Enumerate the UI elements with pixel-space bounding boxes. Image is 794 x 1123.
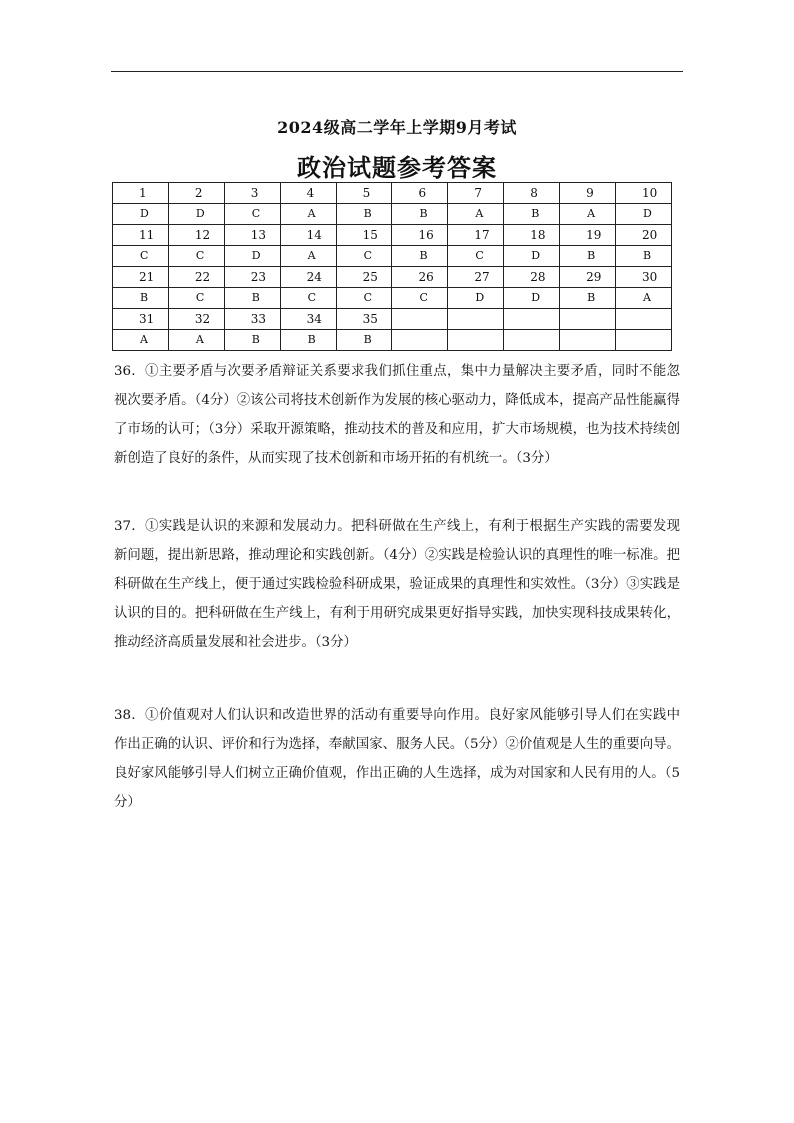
empty-cell — [616, 330, 672, 351]
question-number: 12 — [168, 225, 224, 246]
question-number: 26 — [392, 267, 448, 288]
answer-letter: A — [280, 204, 336, 225]
answer-letter: A — [448, 204, 504, 225]
answer-q38: 38．①价值观对人们认识和改造世界的活动有重要导向作用。良好家风能够引导人们在实践中作出正确的认识、评价和行为选择，奉献国家、服务人民。（5分）②价值观是人生的重要向导。良好家风能够引导人们树立正确价值观，作出正确的人生选择，成为对国家和人民有用的人。（5分） — [114, 708, 680, 810]
empty-cell — [504, 309, 560, 330]
question-number: 3 — [224, 183, 280, 204]
empty-cell — [616, 309, 672, 330]
question-number: 29 — [560, 267, 616, 288]
answer-row — [113, 204, 672, 225]
question-number: 17 — [448, 225, 504, 246]
answer-row — [113, 246, 672, 267]
answer-letter: C — [168, 246, 224, 267]
question-number-row — [113, 225, 672, 246]
question-number: 10 — [616, 183, 672, 204]
answer-letter: B — [336, 204, 392, 225]
question-number: 30 — [616, 267, 672, 288]
empty-cell — [560, 330, 616, 351]
answer-q36: 36．①主要矛盾与次要矛盾辩证关系要求我们抓住重点，集中力量解决主要矛盾，同时不能忽视次要矛盾。（4分）②该公司将技术创新作为发展的核心驱动力，降低成本，提高产品性能赢得了市场的认可；（3分）采取开源策略，推动技术的普及和应用，扩大市场规模，也为技术持续创新创造了良好的条件，从而实现了技术创新和市场开拓的有机统一。（3分） — [114, 364, 680, 466]
answer-letter: A — [616, 288, 672, 309]
answer-letter: A — [280, 246, 336, 267]
question-number: 7 — [448, 183, 504, 204]
answer-letter: B — [224, 330, 280, 351]
answer-letter: C — [392, 288, 448, 309]
question-number: 13 — [224, 225, 280, 246]
question-number-row — [113, 267, 672, 288]
empty-cell — [504, 330, 560, 351]
question-number: 11 — [113, 225, 169, 246]
question-number: 15 — [336, 225, 392, 246]
question-number: 16 — [392, 225, 448, 246]
question-number: 35 — [336, 309, 392, 330]
answer-letter: A — [168, 330, 224, 351]
answer-letter: B — [392, 204, 448, 225]
question-number: 34 — [280, 309, 336, 330]
question-number-row — [113, 183, 672, 204]
question-number: 18 — [504, 225, 560, 246]
answer-letter: D — [504, 288, 560, 309]
answer-letter: C — [336, 288, 392, 309]
answer-letter: D — [504, 246, 560, 267]
header-rule — [111, 71, 683, 72]
answer-letter: C — [168, 288, 224, 309]
question-number: 25 — [336, 267, 392, 288]
question-number: 5 — [336, 183, 392, 204]
answer-letter: D — [168, 204, 224, 225]
question-number: 9 — [560, 183, 616, 204]
question-number: 33 — [224, 309, 280, 330]
question-number: 20 — [616, 225, 672, 246]
answer-letter: B — [336, 330, 392, 351]
question-number: 19 — [560, 225, 616, 246]
answer-letter: B — [392, 246, 448, 267]
question-number: 28 — [504, 267, 560, 288]
question-number: 24 — [280, 267, 336, 288]
answer-letter: D — [616, 204, 672, 225]
empty-cell — [448, 309, 504, 330]
question-number-row — [113, 309, 672, 330]
answer-letter: A — [113, 330, 169, 351]
question-number: 23 — [224, 267, 280, 288]
answer-letter: C — [224, 204, 280, 225]
answer-letter: B — [560, 246, 616, 267]
answer-letter: D — [224, 246, 280, 267]
question-number: 2 — [168, 183, 224, 204]
empty-cell — [448, 330, 504, 351]
question-number: 27 — [448, 267, 504, 288]
answer-letter: D — [448, 288, 504, 309]
question-number: 32 — [168, 309, 224, 330]
answer-letter: B — [113, 288, 169, 309]
answer-letter: C — [280, 288, 336, 309]
answer-row — [113, 330, 672, 351]
question-number: 8 — [504, 183, 560, 204]
question-number: 4 — [280, 183, 336, 204]
answer-letter: B — [280, 330, 336, 351]
exam-title: 2024级高二学年上学期9月考试 — [277, 118, 517, 137]
answer-letter: A — [560, 204, 616, 225]
question-number: 22 — [168, 267, 224, 288]
answer-letter: C — [448, 246, 504, 267]
answer-key-title: 政治试题参考答案 — [297, 153, 497, 182]
answer-letter: C — [113, 246, 169, 267]
answer-letter: B — [616, 246, 672, 267]
empty-cell — [392, 330, 448, 351]
question-number: 1 — [113, 183, 169, 204]
answer-table — [112, 182, 672, 351]
answer-row — [113, 288, 672, 309]
answer-letter: B — [224, 288, 280, 309]
answer-letter: C — [336, 246, 392, 267]
question-number: 6 — [392, 183, 448, 204]
answer-letter: D — [113, 204, 169, 225]
question-number: 21 — [113, 267, 169, 288]
answer-letter: B — [560, 288, 616, 309]
empty-cell — [392, 309, 448, 330]
question-number: 31 — [113, 309, 169, 330]
answer-letter: B — [504, 204, 560, 225]
empty-cell — [560, 309, 616, 330]
answer-q37: 37．①实践是认识的来源和发展动力。把科研做在生产线上，有利于根据生产实践的需要发现新问题，提出新思路，推动理论和实践创新。（4分）②实践是检验认识的真理性的唯一标准。把科研做在生产线上，便于通过实践检验科研成果，验证成果的真理性和实效性。（3分）③实践是认识的目的。把科研做在生产线上，有利于用研究成果更好指导实践，加快实现科技成果转化，推动经济高质量发展和社会进步。（3分） — [114, 519, 680, 650]
question-number: 14 — [280, 225, 336, 246]
